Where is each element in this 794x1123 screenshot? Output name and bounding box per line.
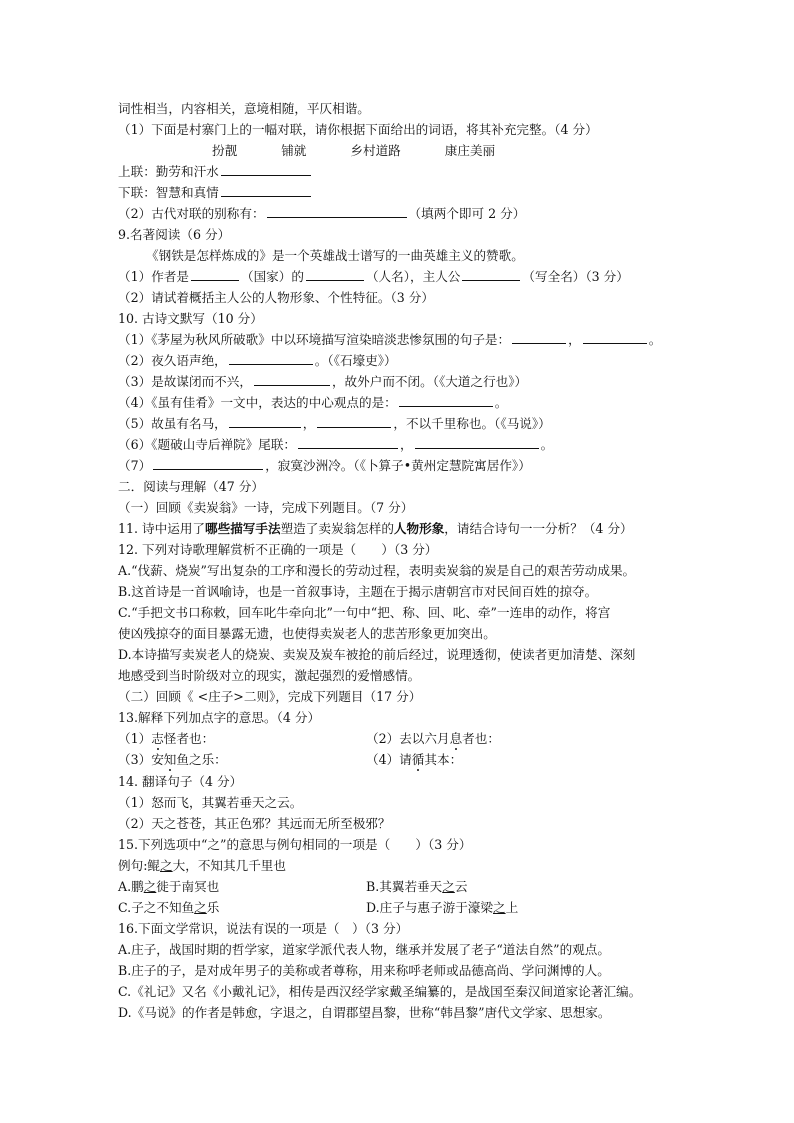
translate-item: （1）怒而飞，其翼若垂天之云。 [118, 795, 303, 810]
recite-line: （3）是故谋闭而不兴， ，故外户而不闭。（《大道之行也》） [118, 374, 528, 389]
word-item: 扮靓 [212, 143, 238, 158]
option-line: D.《马说》的作者是韩愈，字退之，自谓郡望昌黎，世称“韩昌黎”唐代文学家、思想家。 [118, 1005, 611, 1020]
text-line: 词性相当，内容相关，意境相随，平仄相谐。 [118, 101, 370, 116]
question-line: 15.下列选项中“之”的意思与例句相同的一项是（ ）（3 分） [118, 837, 472, 852]
option-line: 地感受到当时阶级对立的现实，激起强烈的爱憎感情。 [118, 668, 421, 683]
option-line: A.庄子，战国时期的哲学家，道家学派代表人物，继承并发展了老子“道法自然”的观点。 [118, 942, 610, 957]
recite-line: （7） ，寂寞沙洲冷。（《卜算子•黄州定慧院寓居作》） [118, 458, 531, 473]
answer-blank[interactable] [221, 163, 311, 176]
word-item: 乡村道路 [350, 143, 401, 158]
recite-line: （2）夜久语声绝， 。（《石壕吏》） [118, 353, 397, 368]
couplet-alias: （2）古代对联的别称有： （填两个即可 2 分） [118, 206, 526, 221]
couplet-upper: 上联：勤劳和汗水 [118, 163, 698, 180]
question-line: （1）作者是 （国家）的 （人名），主人公 （写全名）（3 分） [118, 269, 629, 284]
answer-blank[interactable] [229, 352, 313, 365]
section-heading: 10. 古诗文默写（10 分） [118, 311, 263, 326]
answer-blank[interactable] [267, 205, 407, 218]
question-line: 14. 翻译句子（4 分） [118, 774, 243, 789]
option-line: 使凶残掠夺的面目暴露无遗，也使得卖炭老人的悲苦形象更加突出。 [118, 626, 496, 641]
question-line: 13.解释下列加点字的意思。（4 分） [118, 710, 321, 725]
option-line: B.这首诗是一首讽喻诗，也是一首叙事诗，主题在于揭示唐朝宫市对民间百姓的掠夺。 [118, 584, 598, 599]
option-row: A.鹏之徙于南冥也 B.其翼若垂天之云 [118, 879, 468, 894]
recite-line: （5）故虽有名马， ， ，不以千里称也。（《马说》） [118, 416, 551, 431]
recite-line: （6）《题破山寺后禅院》尾联： ， 。 [118, 437, 554, 452]
question-line: 16.下面文学常识，说法有误的一项是（ ）（3 分） [118, 921, 409, 936]
question-line: （2）请试着概括主人公的人物形象、个性特征。（3 分） [118, 290, 434, 305]
recite-line: （1）《茅屋为秋风所破歌》中以环境描写渲染暗淡悲惨氛围的句子是： ， 。 [118, 332, 662, 347]
translate-item: （2）天之苍苍，其正色邪？其远而无所至极邪？ [118, 816, 391, 831]
option-line: A.“伐薪、烧炭”写出复杂的工序和漫长的劳动过程，表明卖炭翁的炭是自己的艰苦劳动成果。 [118, 563, 636, 578]
couplet-lower: 下联：智慧和真情 [118, 184, 698, 201]
subsection-heading: （二）回顾《 <庄子>二则》，完成下列题目（17 分） [118, 689, 422, 704]
word-item: 铺就 [281, 143, 307, 158]
explain-row: （3）安知鱼之乐： （4）请循其本： [118, 752, 463, 767]
answer-blank[interactable] [317, 415, 391, 428]
answer-blank[interactable] [462, 268, 520, 281]
option-line: C.《礼记》又名《小戴礼记》，相传是西汉经学家戴圣编纂的，是战国至秦汉间道家论著汇编。 [118, 984, 642, 999]
answer-blank[interactable] [415, 436, 539, 449]
answer-blank[interactable] [191, 268, 239, 281]
option-row: C.子之不知鱼之乐 D.庄子与惠子游于濠梁之上 [118, 900, 519, 915]
answer-blank[interactable] [254, 373, 330, 386]
answer-blank[interactable] [153, 457, 263, 470]
question-couplet: （1）下面是村寨门上的一幅对联，请你根据下面给出的词语，将其补充完整。（4 分） [118, 122, 598, 137]
answer-blank[interactable] [512, 331, 566, 344]
answer-blank[interactable] [229, 415, 301, 428]
subsection-heading: （一）回顾《卖炭翁》一诗，完成下列题目。（7 分） [118, 500, 414, 515]
question-line: 11. 诗中运用了哪些描写手法塑造了卖炭翁怎样的人物形象，请结合诗句一一分析？（4 分） [118, 521, 633, 536]
answer-blank[interactable] [583, 331, 647, 344]
option-line: B.庄子的子，是对成年男子的美称或者尊称，用来称呼老师或品德高尚、学问渊博的人。 [118, 963, 610, 978]
text-line: 《钢铁是怎样炼成的》是一个英雄战士谱写的一曲英雄主义的赞歌。 [146, 248, 524, 263]
question-line: 12. 下列对诗歌理解赏析不正确的一项是（ ）（3 分） [118, 542, 438, 557]
example-line: 例句:鲲之大，不知其几千里也 [118, 858, 286, 873]
answer-blank[interactable] [221, 184, 311, 197]
recite-line: （4）《虽有佳肴》一文中，表达的中心观点的是： 。 [118, 395, 508, 410]
answer-blank[interactable] [298, 436, 398, 449]
option-line: D.本诗描写卖炭老人的烧炭、卖炭及炭车被抢的前后经过，说理透彻，使读者更加清楚、深刻 [118, 647, 636, 662]
answer-blank[interactable] [399, 394, 493, 407]
section-heading: 二．阅读与理解（47 分） [118, 479, 264, 494]
answer-blank[interactable] [306, 268, 364, 281]
section-heading: 9.名著阅读（6 分） [118, 227, 231, 242]
explain-row: （1）志怪者也： （2）去以六月息者也： [118, 731, 500, 746]
option-line: C.“手把文书口称敕，回车叱牛牵向北”一句中“把、称、回、叱、牵”一连串的动作，将宫 [118, 605, 611, 620]
word-bank [212, 142, 792, 159]
word-item: 康庄美丽 [444, 143, 496, 158]
